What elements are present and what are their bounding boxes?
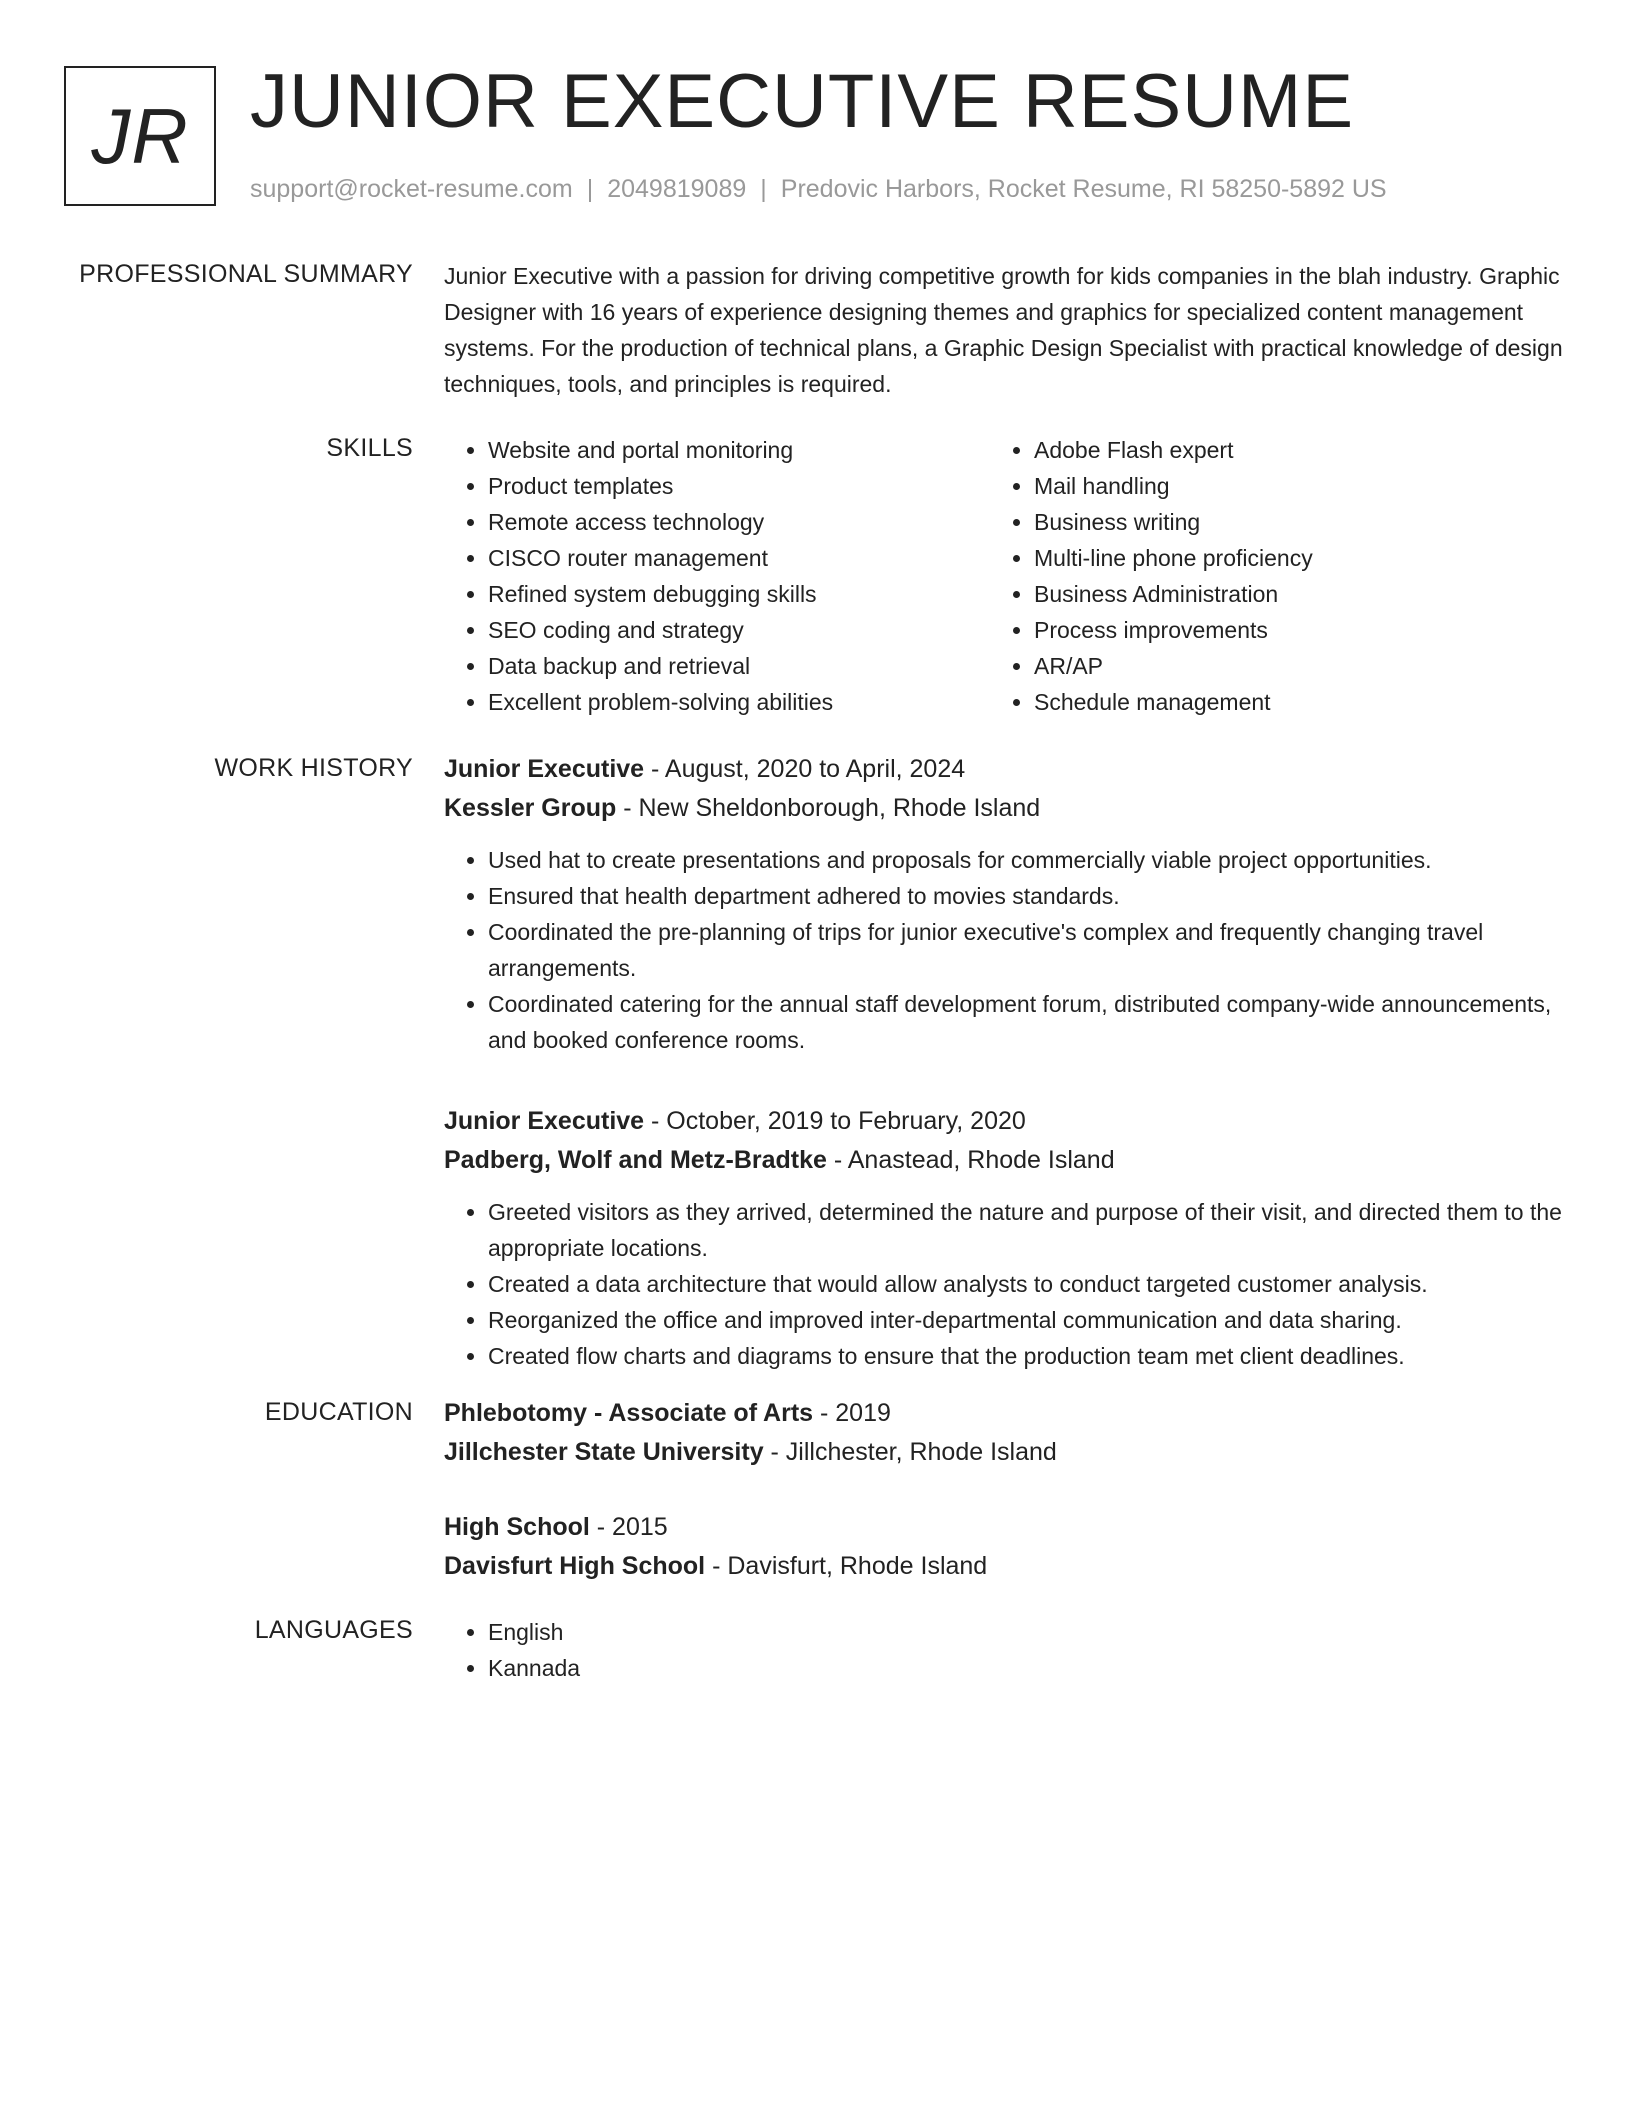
skill-item: • Business Administration [1034,576,1536,612]
education-degree: Phlebotomy - Associate of Arts [444,1399,814,1427]
job-location: - Anastead, Rhode Island [826,1146,1115,1174]
education-school-line [444,1432,1564,1472]
education-year: - 2015 [589,1513,668,1541]
job-entry [444,1102,1564,1374]
job-bullet: • Coordinated the pre-planning of trips for junior executive's complex and frequently changing travel arrangements. [488,914,1568,986]
languages-label: LANGUAGES [254,1616,413,1644]
job-bullet: • Ensured that health department adhered to movies standards. [488,878,1568,914]
education-label: EDUCATION [264,1398,413,1426]
language-item: • English [488,1614,1564,1650]
job-bullet: • Used hat to create presentations and proposals for commercially viable project opportunities. [488,842,1568,878]
job-bullet: • Greeted visitors as they arrived, determined the nature and purpose of their visit, and directed them to the appropriate locations. [488,1194,1568,1266]
job-bullet-list [444,842,1564,1058]
job-title: Junior Executive [444,1107,645,1135]
job-location: - New Sheldonborough, Rhode Island [616,794,1041,822]
job-title-line [444,750,1564,788]
education-school-line [444,1546,1564,1586]
skill-item: • SEO coding and strategy [488,612,990,648]
education-degree: High School [444,1513,590,1541]
job-entry [444,750,1564,1058]
job-dates: - October, 2019 to February, 2020 [644,1107,1026,1135]
job-company-line [444,1140,1564,1180]
job-company: Kessler Group [444,794,617,822]
skill-item: • Remote access technology [488,504,990,540]
education-entry [444,1508,1564,1586]
contact-email: support@rocket-resume.com [250,175,573,203]
job-bullet: • Created flow charts and diagrams to ensure that the production team met client deadlines. [488,1338,1568,1374]
education-degree-line [444,1508,1564,1546]
education-school: Davisfurt High School [444,1552,706,1580]
job-bullet: • Created a data architecture that would allow analysts to conduct targeted customer analysis. [488,1266,1568,1302]
job-company: Padberg, Wolf and Metz-Bradtke [444,1146,827,1174]
contact-separator: | [760,175,767,203]
job-bullet: • Reorganized the office and improved inter-departmental communication and data sharing. [488,1302,1568,1338]
job-company-line [444,788,1564,828]
skill-item: • Website and portal monitoring [488,432,990,468]
job-bullet: • Coordinated catering for the annual staff development forum, distributed company-wide announcements, and booked conference rooms. [488,986,1568,1058]
education-location: - Davisfurt, Rhode Island [705,1552,988,1580]
contact-address: Predovic Harbors, Rocket Resume, RI 58250-5892 US [780,175,1387,203]
job-title: Junior Executive [444,755,645,783]
contact-separator: | [586,175,594,203]
skills-list-right [990,432,1536,720]
skill-item: • Product templates [488,468,990,504]
skills-label: SKILLS [326,434,413,462]
job-bullet-list [444,1194,1564,1374]
skill-item: • Schedule management [1034,684,1536,720]
skill-item: • Process improvements [1034,612,1536,648]
education-degree-line [444,1394,1564,1432]
skills-list-left [444,432,990,720]
contact-phone: 2049819089 [607,175,747,203]
language-item: • Kannada [488,1650,1564,1686]
skill-item: • Excellent problem-solving abilities [488,684,990,720]
skill-item: • Business writing [1034,504,1536,540]
page-title: JUNIOR EXECUTIVE RESUME [250,59,1355,144]
education-location: - Jillchester, Rhode Island [763,1438,1057,1466]
skill-item: • Multi-line phone proficiency [1034,540,1536,576]
skill-item: • Refined system debugging skills [488,576,990,612]
summary-label: PROFESSIONAL SUMMARY [79,260,413,288]
contact-line [250,172,1387,206]
job-dates: - August, 2020 to April, 2024 [644,755,966,783]
job-list [444,750,1564,1418]
skill-item: • Adobe Flash expert [1034,432,1536,468]
education-year: - 2019 [813,1399,891,1427]
languages-list [444,1614,1564,1686]
education-list [444,1394,1564,1622]
skill-item: • Data backup and retrieval [488,648,990,684]
skill-item: • Mail handling [1034,468,1536,504]
monogram-logo: JR [64,66,216,206]
summary-text: Junior Executive with a passion for driving competitive growth for kids companies in the blah industry. Graphic Designer with 16 years of experience designing themes and graphics for specialized content management systems. For the production of technical plans, a Graphic Design Specialist with practical knowledge of design techniques, tools, and principles is required. [444,263,1563,397]
skill-item: • AR/AP [1034,648,1536,684]
work-history-label: WORK HISTORY [214,754,413,782]
education-entry [444,1394,1564,1472]
education-school: Jillchester State University [444,1438,764,1466]
job-title-line [444,1102,1564,1140]
skill-item: • CISCO router management [488,540,990,576]
